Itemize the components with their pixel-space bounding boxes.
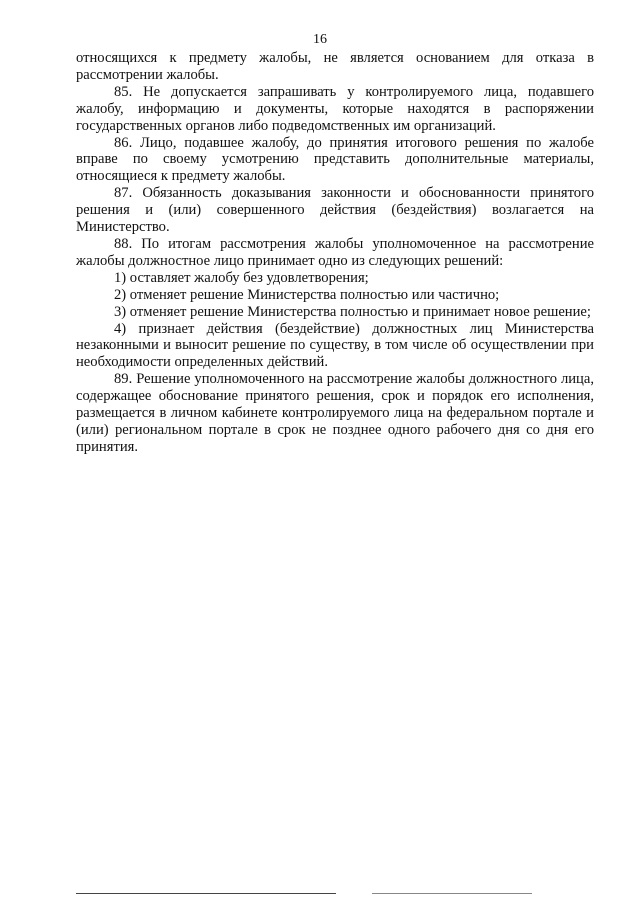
paragraph-86: 86. Лицо, подавшее жалобу, до принятия итогового решения по жалобе вправе по своему усмотрению представить дополнительные материалы, относящиеся к предмету жалобы. [76, 134, 594, 185]
paragraph-88: 88. По итогам рассмотрения жалобы уполномоченное на рассмотрение жалобы должностное лицо принимает одно из следующих решений: [76, 235, 594, 269]
paragraph-87: 87. Обязанность доказывания законности и обоснованности принятого решения и (или) совершенного действия (бездействия) возлагается на Министерство. [76, 185, 594, 236]
bottom-rule-secondary [372, 893, 532, 894]
bottom-rule [76, 893, 336, 894]
paragraph-85: 85. Не допускается запрашивать у контролируемого лица, подавшего жалобу, информацию и документы, которые находятся в распоряжении государственных органов либо подведомственных им организаций. [76, 83, 594, 134]
document-body [76, 50, 594, 456]
paragraph-continuation: относящихся к предмету жалобы, не является основанием для отказа в рассмотрении жалобы. [76, 50, 594, 83]
paragraph-88-item-1: 1) оставляет жалобу без удовлетворения; [114, 269, 369, 286]
page-number: 16 [313, 32, 327, 47]
paragraph-88-item-3: 3) отменяет решение Министерства полностью и принимает новое решение; [114, 303, 591, 320]
paragraph-88-item-2: 2) отменяет решение Министерства полностью или частично; [114, 286, 500, 303]
paragraph-89: 89. Решение уполномоченного на рассмотрение жалобы должностного лица, содержащее обоснование принятого решения, срок и порядок его исполнения, размещается в личном кабинете контролируемого лица на федеральном портале и (или) региональном портале в срок не позднее одного рабочего дня со дня его принятия. [76, 371, 594, 455]
paragraph-88-item-4: 4) признает действия (бездействие) должностных лиц Министерства незаконными и выносит решение по существу, в том числе об осуществлении при необходимости определенных действий. [76, 320, 594, 371]
